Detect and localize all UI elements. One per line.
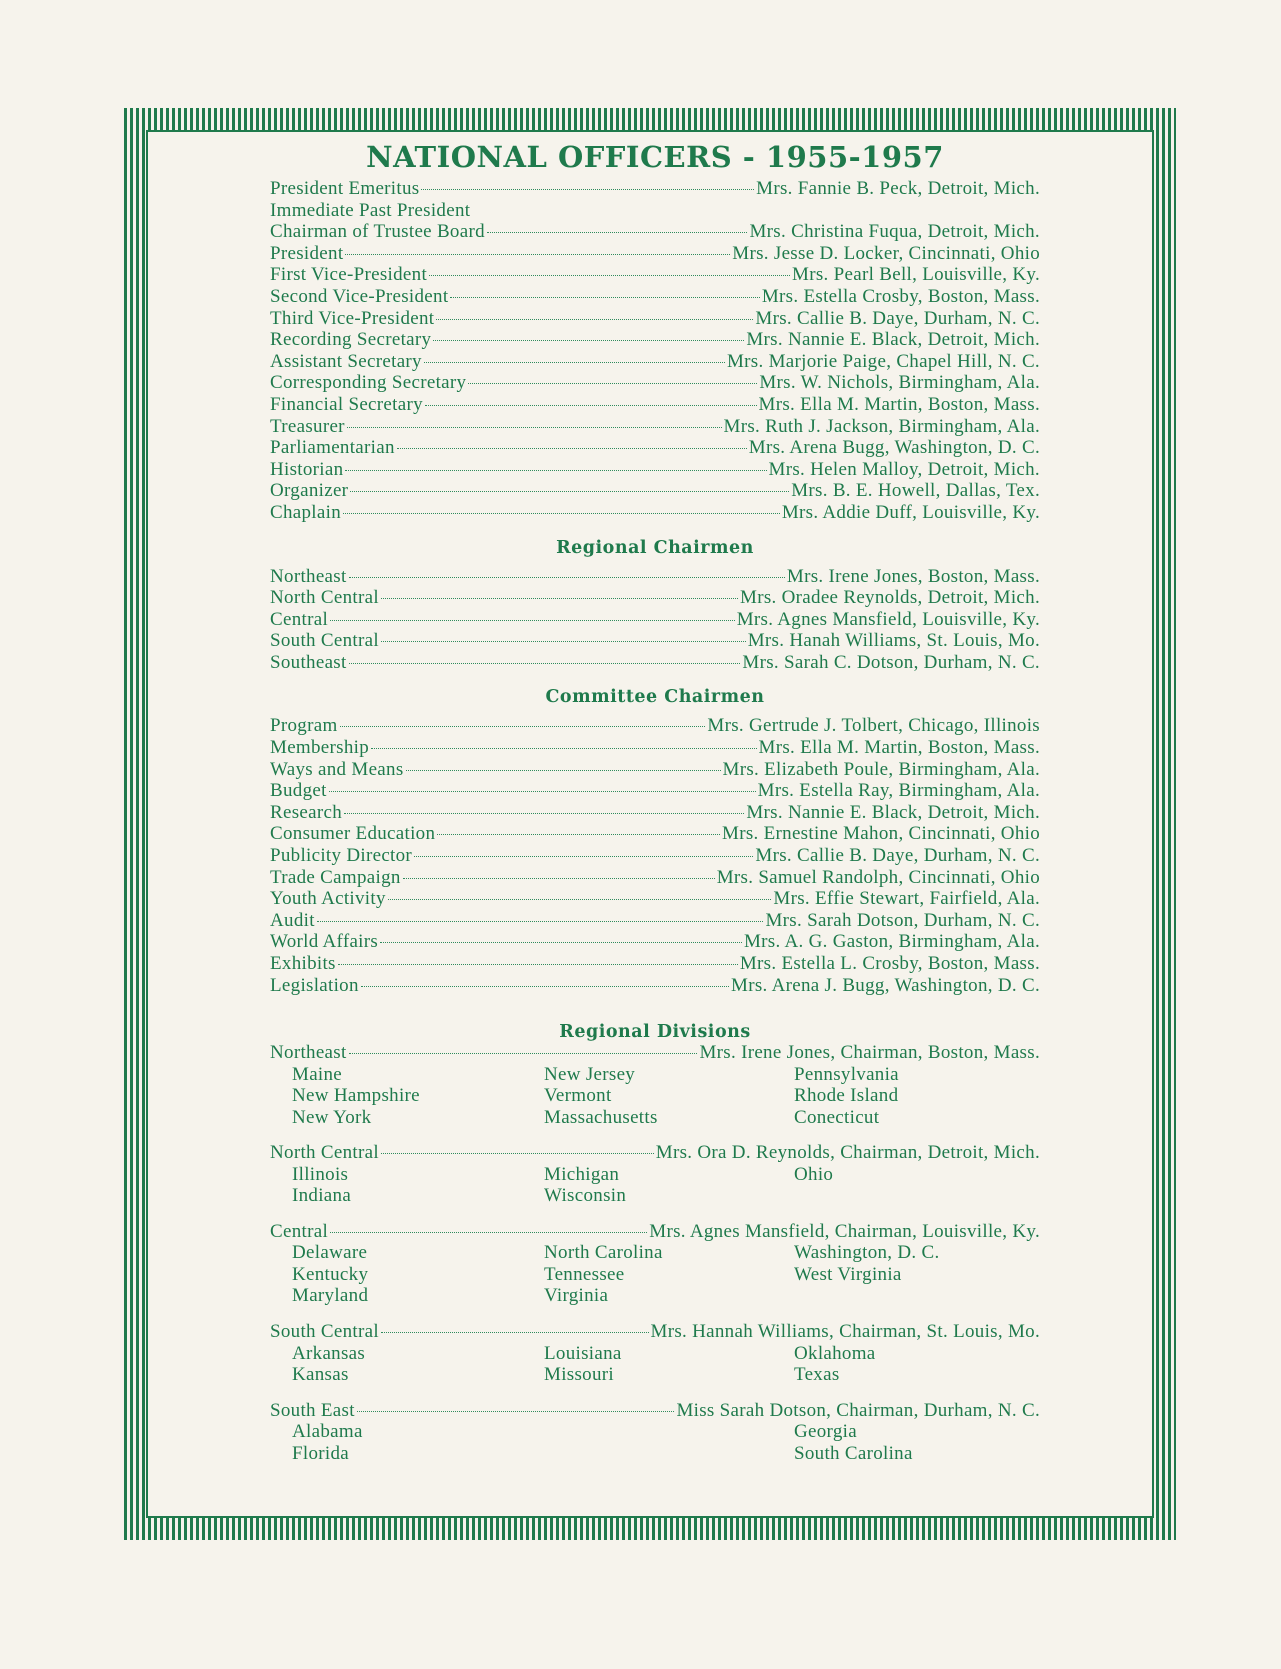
division-chair: Mrs. Agnes Mansfield, Chairman, Louisville, Ky. xyxy=(649,1220,1040,1242)
listing-name: Mrs. Estella Ray, Birmingham, Ala. xyxy=(757,780,1040,802)
content xyxy=(270,140,1040,1478)
listing-name: Mrs. Pearl Bell, Louisville, Ky. xyxy=(792,264,1040,286)
division-region: North Central xyxy=(270,1142,379,1164)
division-states xyxy=(270,1064,1040,1129)
listing-name: Mrs. Callie B. Daye, Durham, N. C. xyxy=(755,845,1040,867)
regional-divisions xyxy=(270,1042,1040,1464)
listing-name: Mrs. Agnes Mansfield, Louisville, Ky. xyxy=(736,608,1040,630)
listing-name: Mrs. W. Nichols, Birmingham, Ala. xyxy=(759,372,1040,394)
state-name xyxy=(794,1285,1044,1307)
listing-row xyxy=(270,308,1040,330)
dot-leader xyxy=(406,770,721,771)
listing-name: Mrs. Arena J. Bugg, Washington, D. C. xyxy=(731,974,1040,996)
listing-role: Second Vice-President xyxy=(270,285,449,307)
dot-leader xyxy=(381,1332,649,1333)
division-region: Central xyxy=(270,1220,329,1242)
state-name: Arkansas xyxy=(292,1342,366,1364)
listing-role: Legislation xyxy=(270,974,359,996)
dot-leader xyxy=(345,254,730,255)
division-block xyxy=(270,1042,1040,1128)
listing-name: Mrs. Hanah Williams, St. Louis, Mo. xyxy=(747,630,1040,652)
dot-leader xyxy=(381,1153,654,1154)
division-block xyxy=(270,1221,1040,1307)
listing-row xyxy=(270,759,1040,781)
listing-role: President xyxy=(270,242,344,264)
dot-leader xyxy=(345,470,766,471)
state-name xyxy=(794,1185,1044,1207)
listing-row xyxy=(270,437,1040,459)
listing-row xyxy=(270,178,1040,200)
dot-leader xyxy=(349,663,741,664)
committee-chairmen-list xyxy=(270,715,1040,996)
committee-heading: Committee Chairmen xyxy=(545,687,765,708)
state-name: Georgia xyxy=(794,1421,857,1443)
listing-role: Assistant Secretary xyxy=(270,350,422,372)
listing-row xyxy=(270,200,1040,222)
listing-row xyxy=(270,910,1040,932)
listing-role: Audit xyxy=(270,909,315,931)
listing-row xyxy=(270,416,1040,438)
listing-role: Northeast xyxy=(270,565,347,587)
listing-name: Mrs. Estella L. Crosby, Boston, Mass. xyxy=(739,953,1040,974)
dot-leader xyxy=(424,362,725,363)
dot-leader xyxy=(330,620,735,621)
listing-row xyxy=(270,780,1040,802)
dot-leader xyxy=(397,448,747,449)
dot-leader xyxy=(433,340,744,341)
dot-leader xyxy=(344,813,744,814)
listing-role: Treasurer xyxy=(270,415,345,437)
dot-leader xyxy=(425,405,757,406)
listing-name: Mrs. Sarah C. Dotson, Durham, N. C. xyxy=(742,651,1040,673)
state-name: South Carolina xyxy=(794,1442,913,1464)
listing-role: Immediate Past President xyxy=(270,199,471,221)
state-name xyxy=(544,1421,794,1443)
listing-role: South Central xyxy=(270,630,379,652)
dot-leader xyxy=(414,856,753,857)
listing-role: Third Vice-President xyxy=(270,307,435,329)
state-name: Illinois xyxy=(292,1163,349,1185)
listing-row xyxy=(270,459,1040,481)
dot-leader xyxy=(468,383,757,384)
state-name: Kansas xyxy=(292,1364,349,1386)
listing-name: Mrs. Fannie B. Peck, Detroit, Mich. xyxy=(756,178,1040,199)
listing-name: Mrs. Helen Malloy, Detroit, Mich. xyxy=(768,458,1040,480)
division-region: Northeast xyxy=(270,1042,347,1064)
listing-role: North Central xyxy=(270,587,379,609)
state-name: Indiana xyxy=(292,1185,352,1207)
listing-role: Historian xyxy=(270,458,344,480)
dot-leader xyxy=(338,964,738,965)
dot-leader xyxy=(436,319,753,320)
division-row xyxy=(270,1221,1040,1243)
division-row xyxy=(270,1400,1040,1422)
listing-row xyxy=(270,264,1040,286)
listing-role: Parliamentarian xyxy=(270,437,395,459)
listing-role: Exhibits xyxy=(270,953,336,974)
listing-row xyxy=(270,652,1040,674)
listing-name: Mrs. Nannie E. Black, Detroit, Mich. xyxy=(746,801,1040,823)
dot-leader xyxy=(450,297,759,298)
listing-role: Consumer Education xyxy=(270,823,436,845)
division-chair: Mrs. Hannah Williams, Chairman, St. Louis, Mo. xyxy=(650,1320,1040,1342)
dot-leader xyxy=(403,878,715,879)
state-name: Texas xyxy=(794,1364,840,1386)
listing-role: Central xyxy=(270,608,329,630)
listing-row xyxy=(270,867,1040,889)
listing-row xyxy=(270,845,1040,867)
division-states xyxy=(270,1164,1040,1207)
state-name: West Virginia xyxy=(794,1263,902,1285)
regional-heading: Regional Chairmen xyxy=(556,537,754,558)
dot-leader xyxy=(371,748,756,749)
division-region: South East xyxy=(270,1399,355,1421)
division-row xyxy=(270,1321,1040,1343)
listing-role: Budget xyxy=(270,780,327,802)
listing-role: Program xyxy=(270,715,338,737)
dot-leader xyxy=(361,986,729,987)
division-states xyxy=(270,1421,1040,1464)
listing-name: Mrs. Marjorie Paige, Chapel Hill, N. C. xyxy=(726,350,1040,372)
listing-role: Chairman of Trustee Board xyxy=(270,221,485,243)
listing-role: President Emeritus xyxy=(270,178,420,199)
dot-leader xyxy=(349,577,785,578)
officers-list xyxy=(270,178,1040,524)
listing-row xyxy=(270,715,1040,737)
dot-leader xyxy=(329,791,756,792)
dot-leader xyxy=(347,427,722,428)
listing-name: Mrs. Samuel Randolph, Cincinnati, Ohio xyxy=(716,866,1040,888)
listing-name: Mrs. Sarah Dotson, Durham, N. C. xyxy=(765,909,1040,931)
listing-role: Chaplain xyxy=(270,501,341,523)
division-states xyxy=(270,1242,1040,1307)
listing-role: First Vice-President xyxy=(270,264,428,286)
listing-name: Mrs. Gertrude J. Tolbert, Chicago, Illinois xyxy=(707,715,1040,737)
dot-leader xyxy=(429,275,790,276)
listing-row xyxy=(270,502,1040,524)
dot-leader xyxy=(330,1232,647,1233)
state-name: Wisconsin xyxy=(544,1185,627,1207)
dot-leader xyxy=(343,513,780,514)
state-name: New York xyxy=(292,1106,372,1128)
listing-row xyxy=(270,931,1040,953)
division-block xyxy=(270,1321,1040,1386)
division-chair: Mrs. Irene Jones, Chairman, Boston, Mass. xyxy=(699,1042,1040,1064)
listing-role: Financial Secretary xyxy=(270,393,423,415)
state-name: Oklahoma xyxy=(794,1342,876,1364)
division-chair: Mrs. Ora D. Reynolds, Chairman, Detroit, Mich. xyxy=(655,1142,1040,1164)
listing-name: Mrs. Elizabeth Poule, Birmingham, Ala. xyxy=(722,758,1040,780)
dot-leader xyxy=(381,641,746,642)
listing-row xyxy=(270,587,1040,609)
listing-name: Mrs. Callie B. Daye, Durham, N. C. xyxy=(755,307,1040,329)
state-name: Missouri xyxy=(544,1364,614,1386)
state-name: Alabama xyxy=(292,1421,363,1443)
listing-name: Mrs. Ella M. Martin, Boston, Mass. xyxy=(758,393,1040,415)
state-name: Delaware xyxy=(292,1242,368,1264)
listing-row xyxy=(270,286,1040,308)
listing-name: Mrs. Jesse D. Locker, Cincinnati, Ohio xyxy=(732,242,1040,264)
listing-name: Mrs. Ernestine Mahon, Cincinnati, Ohio xyxy=(722,823,1040,845)
state-name xyxy=(544,1443,794,1465)
state-name: North Carolina xyxy=(544,1242,663,1264)
state-name: Washington, D. C. xyxy=(794,1242,940,1264)
state-name: Ohio xyxy=(794,1163,834,1185)
dot-leader xyxy=(350,491,789,492)
listing-role: Southeast xyxy=(270,651,347,673)
listing-name: Mrs. Arena Bugg, Washington, D. C. xyxy=(748,437,1040,459)
listing-name: Mrs. Ella M. Martin, Boston, Mass. xyxy=(758,737,1040,759)
listing-role: Ways and Means xyxy=(270,758,404,780)
listing-role: Youth Activity xyxy=(270,888,386,910)
listing-row xyxy=(270,888,1040,910)
listing-row xyxy=(270,566,1040,588)
listing-role: Membership xyxy=(270,737,370,759)
state-name: New Jersey xyxy=(544,1063,636,1085)
division-row xyxy=(270,1042,1040,1064)
state-name: Pennsylvania xyxy=(794,1063,899,1085)
listing-name: Mrs. Irene Jones, Boston, Mass. xyxy=(786,565,1040,587)
listing-role: Publicity Director xyxy=(270,845,413,867)
division-chair: Miss Sarah Dotson, Chairman, Durham, N. C. xyxy=(676,1399,1040,1421)
listing-row xyxy=(270,351,1040,373)
state-name: Tennessee xyxy=(544,1263,625,1285)
state-name: Virginia xyxy=(544,1285,609,1307)
listing-row xyxy=(270,329,1040,351)
regional-chairmen-list xyxy=(270,566,1040,674)
listing-row xyxy=(270,243,1040,265)
state-name: Conecticut xyxy=(794,1106,880,1128)
dot-leader xyxy=(349,1053,698,1054)
state-name: Maine xyxy=(292,1063,343,1085)
dot-leader xyxy=(388,899,772,900)
listing-row xyxy=(270,802,1040,824)
listing-role: Trade Campaign xyxy=(270,866,401,888)
dot-leader xyxy=(357,1411,675,1412)
listing-name: Mrs. Ruth J. Jackson, Birmingham, Ala. xyxy=(723,415,1040,437)
state-name: Massachusetts xyxy=(544,1106,658,1128)
listing-row xyxy=(270,480,1040,502)
listing-row xyxy=(270,609,1040,631)
listing-name: Mrs. Nannie E. Black, Detroit, Mich. xyxy=(746,329,1040,351)
dot-leader xyxy=(437,834,720,835)
dot-leader xyxy=(421,189,754,190)
dot-leader xyxy=(487,232,748,233)
state-name: New Hampshire xyxy=(292,1085,420,1107)
listing-row xyxy=(270,953,1040,975)
listing-row xyxy=(270,823,1040,845)
listing-name: Mrs. Effie Stewart, Fairfield, Ala. xyxy=(773,888,1040,910)
listing-row xyxy=(270,975,1040,997)
state-name: Vermont xyxy=(544,1085,612,1107)
listing-name: Mrs. Christina Fuqua, Detroit, Mich. xyxy=(749,221,1040,243)
state-name: Michigan xyxy=(544,1163,620,1185)
listing-row xyxy=(270,630,1040,652)
dot-leader xyxy=(380,942,742,943)
state-name: Maryland xyxy=(292,1285,369,1307)
dot-leader xyxy=(381,598,738,599)
listing-role: World Affairs xyxy=(270,931,379,953)
listing-name: Mrs. Addie Duff, Louisville, Ky. xyxy=(781,501,1040,523)
state-name: Louisiana xyxy=(544,1342,622,1364)
division-row xyxy=(270,1142,1040,1164)
listing-row xyxy=(270,221,1040,243)
listing-role: Research xyxy=(270,801,343,823)
listing-role: Recording Secretary xyxy=(270,329,432,351)
state-name: Kentucky xyxy=(292,1263,369,1285)
listing-row xyxy=(270,372,1040,394)
listing-name: Mrs. A. G. Gaston, Birmingham, Ala. xyxy=(743,931,1040,953)
listing-name: Mrs. Estella Crosby, Boston, Mass. xyxy=(761,285,1040,307)
division-block xyxy=(270,1142,1040,1207)
listing-row xyxy=(270,394,1040,416)
state-name: Florida xyxy=(292,1442,349,1464)
dot-leader xyxy=(317,921,764,922)
state-name: Rhode Island xyxy=(794,1085,899,1107)
division-region: South Central xyxy=(270,1320,379,1342)
division-states xyxy=(270,1343,1040,1386)
listing-role: Organizer xyxy=(270,480,349,502)
listing-name: Mrs. Oradee Reynolds, Detroit, Mich. xyxy=(740,587,1040,609)
division-block xyxy=(270,1400,1040,1465)
listing-name: Mrs. B. E. Howell, Dallas, Tex. xyxy=(791,480,1040,502)
divisions-heading: Regional Divisions xyxy=(559,1022,751,1043)
page-title: NATIONAL OFFICERS - 1955-1957 xyxy=(366,140,944,174)
listing-row xyxy=(270,737,1040,759)
listing-role: Corresponding Secretary xyxy=(270,372,467,394)
dot-leader xyxy=(340,726,706,727)
